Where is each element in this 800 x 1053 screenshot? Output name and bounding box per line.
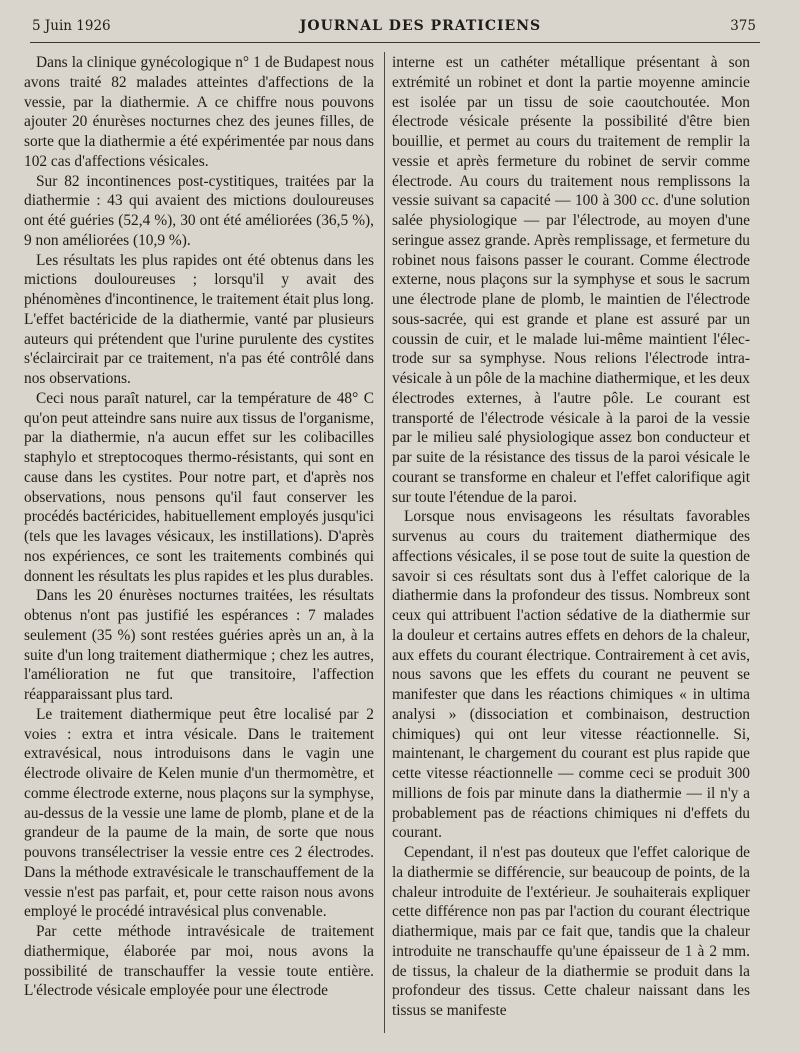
paragraph: Par cette méthode intravésicale de traitement diathermique, élaborée par moi, nous avons la possibilité de transchauffer la vessie toute entière. L'électrode vésicale employée pour une électrode	[24, 923, 374, 1000]
left-column	[24, 53, 374, 1001]
journal-title: JOURNAL DES PRATICIENS	[299, 18, 542, 34]
paragraph: Les résultats les plus rapides ont été obtenus dans les mictions douloureuses ; lorsqu'il y avait des phénomènes d'incontinence, le traitement était plus long. L'effet bactéricide de la diathermie, vanté par plusieurs auteurs qui prétendent que l'urine purulente des cystites s'éclaircirait par ce traitement, n'a pas été contrôlé dans nos observations.	[24, 251, 374, 387]
column-divider	[384, 52, 385, 1033]
paragraph: Ceci nous paraît naturel, car la température de 48° C qu'on peut atteindre sans nuire aux tissus de l'organisme, par la diathermie, n'a aucun effet sur les colibacilles staphylo et streptocoques thermo-résistants, qui sont en cause dans les cystites. Pour notre part, et d'après nos observations, nous pensons qu'il faut conserver les procédés bactéricides, habituellement employés jusqu'ici (tels que les lavages vésicaux, les instillations). D'après nos expériences, ce sont les traitements combinés qui donnent les résultats les plus rapides et les plus durables.	[24, 389, 374, 585]
paragraph: Sur 82 incontinences post-cystitiques, traitées par la diathermie : 43 qui avaient des mictions douloureuses ont été guéries (52,4 %), 30 ont été améliorées (36,5 %), 9 non améliorées (10,9 %).	[24, 172, 374, 249]
paragraph: Cependant, il n'est pas douteux que l'effet calorique de la diathermie se différencie, sur beaucoup de points, de la chaleur introduite de l'extérieur. Je souhaiterais expliquer cette différence non pas par l'action du courant électrique diathermique, mais par ce fait que, tandis que la chaleur introduite ne transchauffe qu'une épaisseur de 1 à 2 mm. de tissus, la chaleur de la diathermie se produit dans la profondeur des tissus. Cette chaleur naissant dans les tissus se manifeste	[392, 844, 750, 1019]
paragraph: interne est un cathéter métallique présentant à son extrémité un robinet et dont la partie moyenne amincie est isolée par un tissu de soie caoutchoutée. Mon électrode vésicale présente la possibilité d'être bien bouillie, et permet au cours du traitement de remplir la vessie et après fermeture du robinet de servir comme électrode. Au cours du traitement nous remplissons la vessie suivant sa capacité — 100 à 300 cc. d'une solution salée physiologique — par l'électrode, au moyen d'une seringue assez grande. Après remplissage, et fermeture du robinet nous faisons passer le courant. Comme électrode externe, nous plaçons sur la symphyse et sous le sacrum une électrode plane de plomb, le maintien de l'électrode sous-sacrée, qui est grande et plane est assuré par un coussin de cuir, et le malade lui-même maintient l'électrode sur sa symphyse. Nous relions l'électrode intra-vésicale à un pôle de la machine diathermique, et les deux électrodes externes, à l'autre pôle. Le courant est transporté de l'électrode vésicale à la paroi de la vessie par le milieu salé physiologique assez bon conducteur et par suite de la résistance des tissus de la paroi vésicale le courant se transforme en chaleur et l'effet calorifique agit sur toute l'étendue de la paroi.	[392, 54, 750, 506]
page-number: 375	[730, 18, 756, 34]
paragraph: Dans la clinique gynécologique n° 1 de Budapest nous avons traité 82 malades atteintes d'affections de la vessie, par la diathermie. A ce chiffre nous pouvons ajouter 20 énurèses nocturnes chez des jeunes filles, de sorte que la diathermie a été expérimentée par nous dans 102 cas d'affections vésicales.	[24, 54, 374, 170]
running-header	[32, 18, 756, 40]
paragraph: Lorsque nous envisageons les résultats favorables survenus au cours du traitement diathermique des affections vésicales, il se pose tout de suite la question de savoir si ces résultats sont dus à l'effet calorique de la diathermie dans la profondeur des tissus. Nombreux sont ceux qui attribuent l'action sédative de la diathermie sur la douleur et certains autres effets en dehors de la chaleur, aux effets du courant électrique. Contrairement à cet avis, nous savons que les effets du courant ne peuvent se manifester que dans les réactions chimiques « in ultima analysi » (dissociation et combinaison, destruction chimiques) qui ont leur vitesse réactionnelle. Si, maintenant, le chargement du courant est plus rapide que cette vitesse réactionnelle — comme ceci se produit 300 millions de fois par minute dans la diathermie — il n'y a probablement pas de réactions chimiques ni d'effets du courant.	[392, 508, 750, 842]
right-column	[392, 53, 750, 1021]
paragraph: Le traitement diathermique peut être localisé par 2 voies : extra et intra vésicale. Dans le traitement extravésical, nous introduisons dans le vagin une électrode olivaire de Kelen munie d'un thermomètre, et comme électrode externe, nous plaçons sur la symphyse, au-dessus de la vessie une lame de plomb, plane et de la grandeur de la paume de la main, de sorte que nous pouvons transélectriser la vessie entre ces 2 électrodes. Dans la méthode extravésicale le transchauffement de la vessie n'est pas parfait, et, pour cette raison nous avons employé le procédé intravésical plus convenable.	[24, 705, 374, 921]
issue-date: 5 Juin 1926	[32, 18, 111, 34]
header-rule	[30, 42, 760, 43]
paragraph: Dans les 20 énurèses nocturnes traitées, les résultats obtenus n'ont pas justifié les espérances : 7 malades seulement (35 %) sont restées guéries après un an, à la suite d'un long traitement diathermique ; chez les autres, l'amélioration ne fut que transitoire, l'affection réapparaissant plus tard.	[24, 587, 374, 703]
